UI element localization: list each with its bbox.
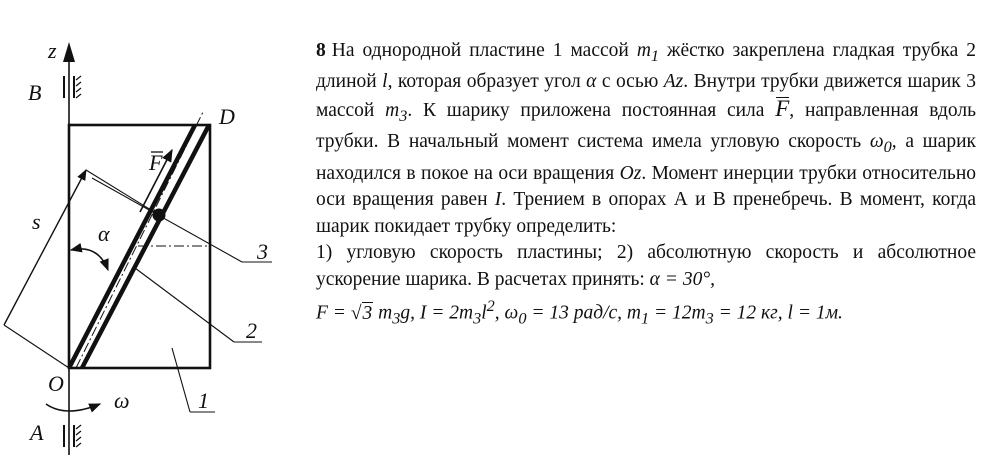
label-3: 3 [257, 239, 268, 264]
sqrt-icon: √3 [350, 302, 373, 324]
symbol-m1-sub: 1 [650, 46, 660, 65]
symbol-az: Az [663, 71, 684, 93]
given-mass-length: = 12 кг, l = 1м. [713, 302, 843, 324]
symbol-m1: m [636, 40, 651, 61]
label-f: F [149, 150, 163, 175]
problem-paragraph [316, 38, 976, 240]
symbol-omega0-sub: 0 [883, 138, 892, 157]
given-omega-value: = 13 рад/с, m [526, 302, 642, 324]
text: . Внутри трубки движется шарик 3 массой [316, 71, 976, 121]
leader-1 [172, 348, 190, 412]
tube [69, 112, 209, 368]
label-z: z [48, 38, 57, 63]
symbol-omega0: ω [869, 131, 884, 153]
mechanism-figure [0, 0, 300, 468]
z-axis-arrow-icon [63, 42, 75, 62]
symbol-i: I [494, 189, 502, 211]
s-dimension-line [4, 170, 86, 325]
text: . К шарику приложена постоянная сила [407, 99, 776, 121]
given-m1-sub: 1 [641, 309, 650, 328]
text: жёстко закреплена гладкая трубка 2 длиной [316, 40, 976, 93]
label-s: s [32, 209, 41, 234]
given-f: F = [316, 302, 351, 324]
bearing-a [64, 425, 81, 447]
problem-number: 8 [316, 40, 326, 61]
text: . Трением в опорах А и В пренебречь. В момент, когда шарик покидает трубку определить: [316, 189, 976, 237]
given-f-m: m [373, 302, 393, 324]
label-b: B [28, 80, 42, 105]
label-a: A [30, 420, 44, 445]
symbol-m3-sub: 3 [399, 106, 408, 125]
given-i-l: l [481, 302, 487, 324]
symbol-oz: Oz [619, 162, 642, 184]
problem-statement [316, 38, 976, 332]
alpha-arc [71, 249, 108, 270]
symbol-force-vector: F [775, 95, 790, 121]
omega-arrow-icon [46, 404, 100, 411]
sqrt-value: 3 [362, 302, 373, 324]
label-alpha: α [98, 221, 110, 246]
problem-questions [316, 240, 976, 332]
text: , которая образует угол [387, 71, 587, 93]
leader-3 [92, 178, 242, 262]
label-o: O [48, 371, 64, 396]
label-d: D [219, 104, 235, 129]
text: 1) угловую скорость пластины; 2) абсолютную скорость и абсолютное ускорение шарика. В расчетах принять: [316, 242, 976, 290]
given-i-sub: 3 [473, 309, 482, 328]
text: На однородной пластине 1 массой [331, 40, 637, 61]
given-alpha: α = 30°, [649, 268, 715, 290]
s-extension-top [86, 170, 159, 215]
text: с осью [596, 71, 664, 93]
text: . Момент инерции трубки относительно оси вращения равен [316, 162, 977, 211]
bearing-b [64, 76, 81, 98]
s-extension-bottom [4, 325, 69, 368]
text: , направленная вдоль трубки. В начальный момент система имела угловую скорость [316, 99, 976, 153]
given-m3-sub: 3 [705, 309, 714, 328]
given-omega-sub: 0 [518, 309, 527, 328]
label-2: 2 [246, 318, 257, 343]
leader-2 [135, 268, 234, 342]
symbol-alpha: α [586, 71, 597, 93]
given-f-sub: 3 [392, 309, 401, 328]
label-omega: ω [114, 388, 130, 413]
given-i-sup: 2 [486, 297, 495, 316]
given-m1-value: = 12m [649, 302, 706, 324]
text: , а шарик находился в покое на оси вращения [316, 131, 976, 184]
label-1: 1 [198, 388, 209, 413]
symbol-l: l [382, 71, 388, 93]
given-f-g: g, I = 2m [400, 302, 474, 324]
given-omega: , ω [494, 302, 519, 324]
symbol-m3: m [385, 99, 400, 121]
